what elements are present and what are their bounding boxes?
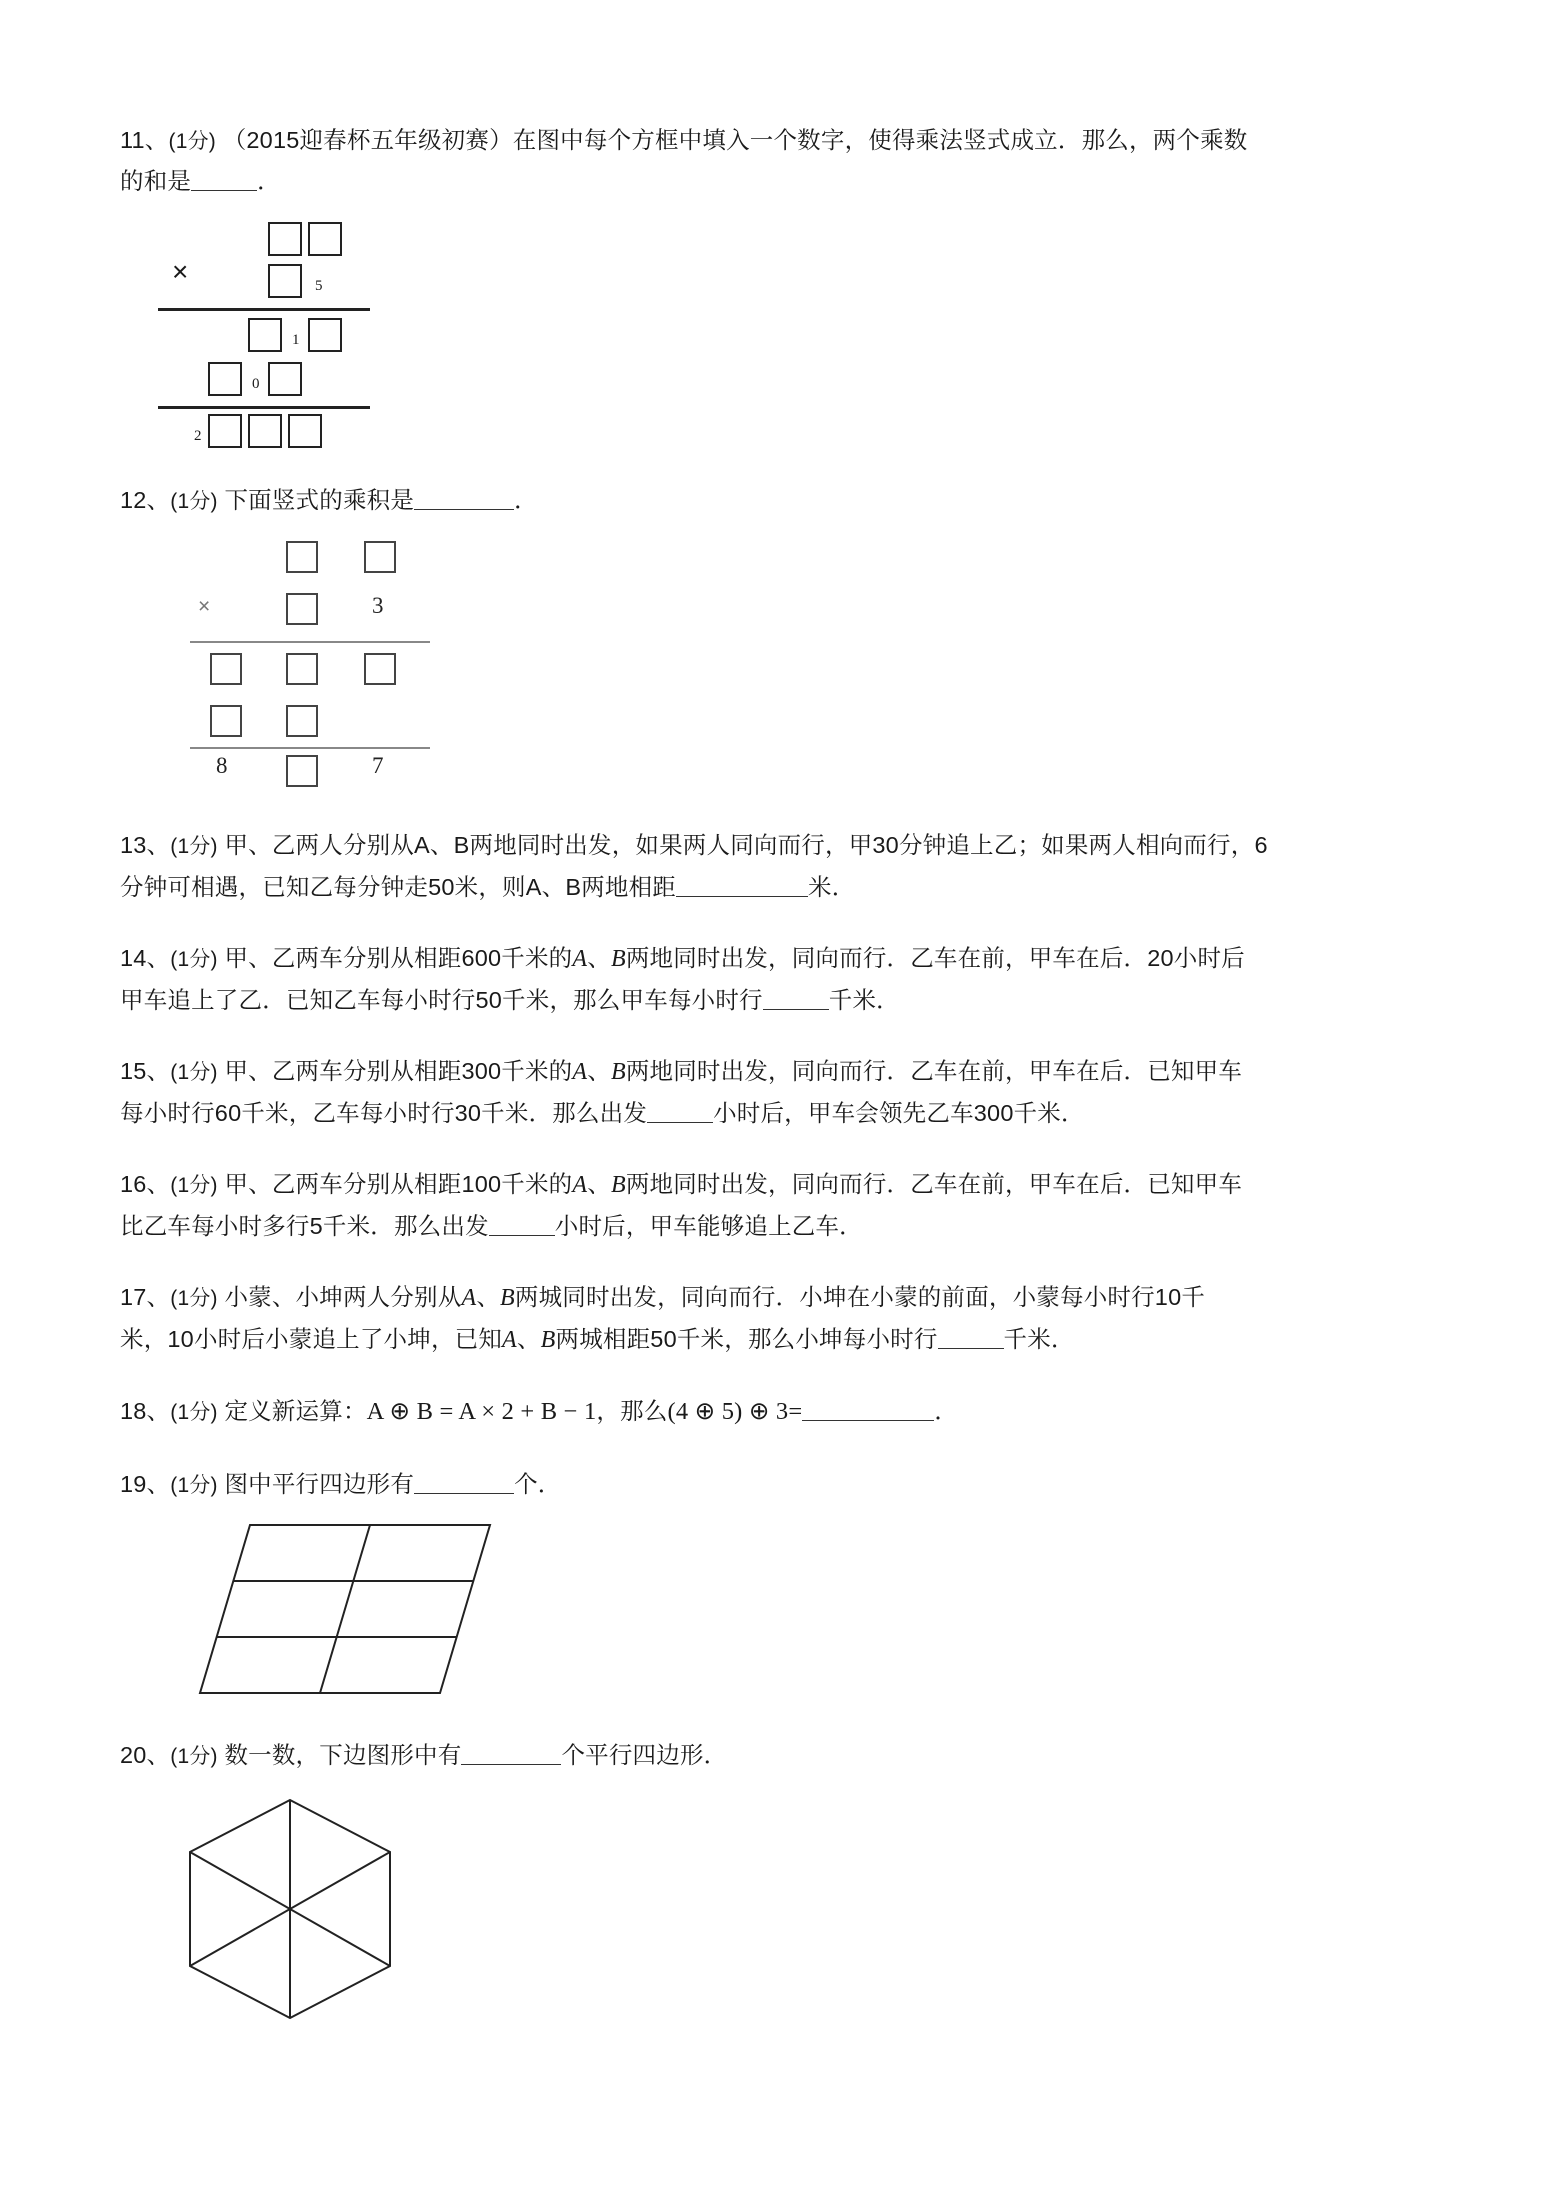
- cell-box[interactable]: [268, 222, 302, 256]
- question-14-body-a: 甲、乙两车分别从相距600千米的: [224, 944, 573, 971]
- separator: 、: [587, 1057, 611, 1084]
- question-20-body-c: 个平行四边形．: [561, 1742, 728, 1768]
- question-20-number: 20、: [120, 1742, 171, 1768]
- question-19-body-a: 图中平行四边形有: [224, 1470, 415, 1497]
- cell-box[interactable]: [286, 755, 318, 787]
- question-16-body-a2: 两地同时出发，同向而行．乙车在前，甲车在后．已知甲车: [625, 1170, 1243, 1197]
- question-19-points: (1分): [170, 1473, 218, 1497]
- question-17-body-a: 小蒙、小坤两人分别从: [224, 1284, 462, 1310]
- question-11-points: (1分): [168, 130, 216, 153]
- answer-blank-17[interactable]: [938, 1325, 1004, 1350]
- hexagon-svg: [160, 1790, 460, 2030]
- question-13-number: 13、: [120, 832, 171, 859]
- answer-blank-15[interactable]: [647, 1098, 713, 1123]
- question-17-body-c: 千米．: [1003, 1326, 1075, 1352]
- question-15-body-b: 每小时行60千米，乙车每小时行30千米．那么出发: [120, 1099, 648, 1126]
- question-15-body-a: 甲、乙两车分别从相距300千米的: [224, 1057, 573, 1084]
- question-18-body-c: ．: [934, 1398, 959, 1424]
- question-19-body-c: 个．: [514, 1470, 562, 1497]
- cell-box[interactable]: [208, 414, 242, 448]
- question-16-text: [120, 1164, 1440, 1247]
- question-13-text: [120, 825, 1440, 907]
- question-13-points: (1分): [170, 835, 218, 859]
- question-16-body-c: 小时后，甲车能够追上乙车．: [554, 1212, 863, 1239]
- question-20-text: [120, 1735, 1440, 1776]
- answer-blank-11[interactable]: [191, 167, 257, 192]
- cell-box[interactable]: [364, 653, 396, 685]
- label-a: A: [461, 1285, 477, 1311]
- answer-blank-19[interactable]: [414, 1469, 514, 1494]
- separator: 、: [587, 1170, 611, 1197]
- question-12-body-a: 下面竖式的乘积是: [224, 487, 415, 514]
- answer-blank-14[interactable]: [763, 985, 829, 1010]
- divider-line: [190, 641, 430, 643]
- given-digit: 8: [216, 753, 228, 779]
- cell-box[interactable]: [268, 362, 302, 396]
- cell-box[interactable]: [286, 541, 318, 573]
- figure-vertical-multiplication-12: [180, 535, 510, 785]
- given-digit: 7: [372, 753, 384, 779]
- given-digit: 1: [292, 332, 300, 349]
- question-11-body-c: ．: [257, 168, 281, 195]
- question-12-text: [120, 480, 1440, 521]
- divider-line: [190, 747, 430, 749]
- answer-blank-18[interactable]: [802, 1397, 934, 1422]
- cell-box[interactable]: [308, 318, 342, 352]
- question-list: [120, 120, 1440, 2048]
- question-15-text: [120, 1051, 1440, 1134]
- label-a: A: [572, 1171, 588, 1198]
- question-12-number: 12、: [120, 487, 171, 514]
- answer-blank-12[interactable]: [414, 486, 514, 511]
- question-14-body-b: 甲车追上了乙．已知乙车每小时行50千米，那么甲车每小时行: [120, 986, 763, 1013]
- question-20-points: (1分): [170, 1745, 218, 1768]
- answer-blank-20[interactable]: [461, 1741, 561, 1766]
- cell-box[interactable]: [286, 593, 318, 625]
- answer-blank-16[interactable]: [489, 1211, 555, 1236]
- question-11: [120, 120, 1440, 446]
- separator: 、: [476, 1284, 501, 1310]
- question-18-text: [120, 1391, 1440, 1434]
- answer-blank-13[interactable]: [676, 872, 808, 897]
- cell-box[interactable]: [268, 264, 302, 298]
- question-11-text: [120, 120, 1440, 202]
- divider-line: [158, 308, 370, 311]
- given-digit: 2: [194, 428, 202, 445]
- question-11-number: 11、: [120, 127, 169, 153]
- question-13-body-c: 米．: [808, 873, 856, 900]
- question-14-number: 14、: [120, 944, 171, 971]
- question-11-body-b: 的和是: [120, 168, 192, 195]
- question-18-body-a2: ，那么: [596, 1398, 668, 1424]
- separator: 、: [516, 1326, 541, 1352]
- label-b: B: [610, 1171, 626, 1198]
- cell-box[interactable]: [286, 653, 318, 685]
- cell-box[interactable]: [248, 414, 282, 448]
- separator: 、: [587, 944, 611, 971]
- parallelogram-grid-svg: [160, 1521, 530, 1701]
- question-17-body-b: 米，10小时后小蒙追上了小坤，已知: [120, 1326, 503, 1352]
- cell-box[interactable]: [288, 414, 322, 448]
- cell-box[interactable]: [364, 541, 396, 573]
- question-15-body-c: 小时后，甲车会领先乙车300千米．: [713, 1099, 1085, 1126]
- question-15-body-a2: 两地同时出发，同向而行．乙车在前，甲车在后．已知甲车: [625, 1057, 1243, 1084]
- question-14-body-c: 千米．: [828, 986, 900, 1013]
- question-14-points: (1分): [170, 947, 218, 971]
- question-13-body-b: 分钟可相遇，已知乙每分钟走50米，则A、B两地相距: [120, 873, 676, 900]
- given-digit: 3: [372, 593, 384, 619]
- figure-hexagon-20: [160, 1790, 1440, 2030]
- question-17-number: 17、: [120, 1284, 171, 1310]
- question-19-text: [120, 1464, 1440, 1505]
- question-17: [120, 1277, 1440, 1361]
- question-16-body-b: 比乙车每小时多行5千米．那么出发: [120, 1212, 489, 1239]
- question-18: [120, 1391, 1440, 1434]
- cell-box[interactable]: [210, 653, 242, 685]
- question-14-text: [120, 938, 1440, 1021]
- question-12-points: (1分): [170, 490, 218, 514]
- question-17-body-a2: 两城同时出发，同向而行．小坤在小蒙的前面，小蒙每小时行10千: [514, 1284, 1206, 1310]
- cell-box[interactable]: [210, 705, 242, 737]
- question-19: [120, 1464, 1440, 1701]
- question-19-number: 19、: [120, 1470, 171, 1497]
- question-16-points: (1分): [170, 1173, 218, 1197]
- question-12: [120, 480, 1440, 785]
- multiply-sign: ×: [198, 595, 211, 619]
- multiply-sign: ×: [172, 256, 189, 288]
- given-digit: 5: [315, 278, 323, 295]
- question-15: [120, 1051, 1440, 1134]
- question-15-number: 15、: [120, 1057, 171, 1084]
- cell-box[interactable]: [308, 222, 342, 256]
- label-a: A: [572, 945, 588, 972]
- formula-definition: A ⊕ B = A × 2 + B − 1: [366, 1398, 597, 1425]
- divider-line: [158, 406, 370, 409]
- question-16-body-a: 甲、乙两车分别从相距100千米的: [224, 1170, 573, 1197]
- question-12-body-c: ．: [514, 487, 538, 514]
- question-16-number: 16、: [120, 1170, 171, 1197]
- label-a: A: [572, 1058, 588, 1085]
- label-b: B: [610, 945, 626, 972]
- question-17-points: (1分): [170, 1287, 218, 1310]
- given-digit: 0: [252, 376, 260, 393]
- question-14-body-a2: 两地同时出发，同向而行．乙车在前，甲车在后．20小时后: [625, 944, 1245, 971]
- cell-box[interactable]: [286, 705, 318, 737]
- question-15-points: (1分): [170, 1060, 218, 1084]
- question-16: [120, 1164, 1440, 1247]
- question-13: [120, 825, 1440, 907]
- question-14: [120, 938, 1440, 1021]
- formula-expression: (4 ⊕ 5) ⊕ 3=: [667, 1398, 803, 1425]
- label-b: B: [500, 1285, 515, 1311]
- question-11-body-a: （2015迎春杯五年级初赛）在图中每个方框中填入一个数字，使得乘法竖式成立．那么，两个乘数: [222, 127, 1248, 153]
- question-20: [120, 1735, 1440, 2030]
- label-d: B: [540, 1327, 556, 1353]
- grid-line-v1: [320, 1525, 370, 1693]
- cell-box[interactable]: [208, 362, 242, 396]
- question-20-body-a: 数一数，下边图形中有: [224, 1742, 462, 1768]
- figure-vertical-multiplication-11: [150, 216, 480, 446]
- figure-parallelogram-grid-19: [160, 1521, 1440, 1701]
- label-b: B: [610, 1058, 626, 1085]
- question-13-body-a: 甲、乙两人分别从A、B两地同时出发，如果两人同向而行，甲30分钟追上乙；如果两人相向而行，6: [224, 832, 1268, 859]
- label-c: A: [502, 1327, 517, 1353]
- question-18-points: (1分): [170, 1401, 218, 1424]
- cell-box[interactable]: [248, 318, 282, 352]
- question-17-body-b2: 两城相距50千米，那么小坤每小时行: [555, 1326, 938, 1352]
- question-17-text: [120, 1277, 1440, 1361]
- question-18-body-a: 定义新运算：: [224, 1398, 367, 1424]
- question-18-number: 18、: [120, 1398, 171, 1424]
